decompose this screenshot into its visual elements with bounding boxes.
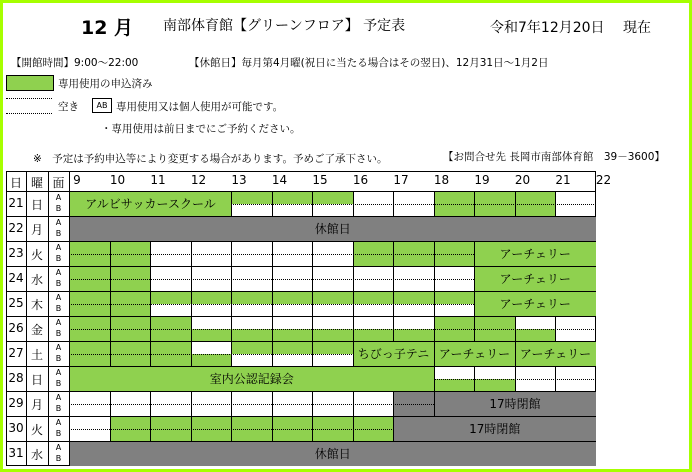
day-number: 31 xyxy=(8,446,24,460)
court-a-label: A xyxy=(55,243,62,252)
header-day: 日 xyxy=(9,176,22,190)
legend-empty-label: 空き xyxy=(58,101,79,113)
booking-label: 17時閉館 xyxy=(394,417,596,441)
court-a-label: A xyxy=(55,418,62,427)
booking-label: ちびっ子テニ xyxy=(354,342,434,366)
court-b-label: B xyxy=(55,429,62,438)
court-b-label: B xyxy=(55,254,62,263)
court-b-label: B xyxy=(55,379,62,388)
weekday-label: 水 xyxy=(30,273,43,287)
weekday-label: 木 xyxy=(30,298,43,312)
booking-label: アルビサッカースクール xyxy=(70,192,231,216)
court-a-label: A xyxy=(55,393,62,402)
col-line xyxy=(48,171,49,466)
hour-label: 13 xyxy=(231,173,247,187)
hour-label: 11 xyxy=(150,173,166,187)
legend-empty-swatch xyxy=(6,98,52,114)
court-a-label: A xyxy=(55,218,62,227)
hour-label: 22 xyxy=(595,173,612,187)
opening-hours: 【開館時間】9:00～22:00 xyxy=(11,57,139,69)
day-number: 24 xyxy=(8,271,24,285)
day-number: 28 xyxy=(8,371,24,385)
row-line xyxy=(6,316,596,317)
day-number: 21 xyxy=(8,196,24,210)
legend-ab-label: 専用使用又は個人使用が可能です。 xyxy=(116,101,284,113)
weekday-label: 日 xyxy=(30,373,43,387)
hour-label: 9 xyxy=(73,173,81,187)
court-b-label: B xyxy=(55,304,62,313)
hour-label: 18 xyxy=(433,173,450,187)
court-b-label: B xyxy=(55,354,62,363)
day-number: 22 xyxy=(8,221,24,235)
court-b-label: B xyxy=(55,279,62,288)
day-number: 27 xyxy=(8,346,24,360)
court-a-label: A xyxy=(55,293,62,302)
court-b-label: B xyxy=(55,229,62,238)
header-court: 面 xyxy=(52,176,65,190)
hour-label: 15 xyxy=(312,173,328,187)
hour-label: 20 xyxy=(514,173,531,187)
booking-label: アーチェリー xyxy=(435,342,515,366)
closed-days: 【休館日】毎月第4月曜(祝日に当たる場合はその翌日)、12月31日～1月2日 xyxy=(189,57,549,69)
col-line xyxy=(26,171,27,466)
hour-label: 12 xyxy=(190,173,207,187)
half-line xyxy=(69,329,596,330)
legend-ab-mark: AB xyxy=(92,98,112,113)
day-number: 30 xyxy=(8,421,24,435)
court-b-label: B xyxy=(55,404,62,413)
weekday-label: 水 xyxy=(30,448,43,462)
day-number: 23 xyxy=(8,246,24,260)
hour-label: 17 xyxy=(393,173,409,187)
weekday-label: 日 xyxy=(30,198,43,212)
booking-label: 休館日 xyxy=(70,217,596,241)
court-b-label: B xyxy=(55,204,62,213)
court-a-label: A xyxy=(55,443,62,452)
day-number: 26 xyxy=(8,321,24,335)
contact-text: 【お問合せ先 長岡市南部体育館 39－3600】 xyxy=(443,151,665,163)
hour-label: 10 xyxy=(109,173,126,187)
booking-label: 室内公認記録会 xyxy=(70,367,434,391)
hour-label: 19 xyxy=(474,173,490,187)
booking-block xyxy=(231,341,353,354)
venue-title: 南部体育館【グリーンフロア】 予定表 xyxy=(163,18,406,34)
weekday-label: 月 xyxy=(30,223,43,237)
court-a-label: A xyxy=(55,368,62,377)
weekday-label: 土 xyxy=(30,348,43,362)
legend-note: ・専用使用は前日までにご予約ください。 xyxy=(101,123,301,135)
court-b-label: B xyxy=(55,329,62,338)
weekday-label: 金 xyxy=(30,323,43,337)
booking-label: アーチェリー xyxy=(475,242,596,266)
hour-label: 16 xyxy=(352,173,369,187)
booking-block xyxy=(515,329,556,342)
weekday-label: 火 xyxy=(30,248,43,262)
day-number: 29 xyxy=(8,396,24,410)
court-b-label: B xyxy=(55,454,62,463)
as-of-date: 令和7年12月20日 現在 xyxy=(490,20,651,36)
booking-label: 17時閉館 xyxy=(435,392,596,416)
legend-booked-label: 専用使用の申込済み xyxy=(58,78,153,90)
booking-label: アーチェリー xyxy=(475,267,596,291)
month-title: 12 月 xyxy=(81,17,134,39)
header-weekday: 曜 xyxy=(30,176,43,190)
legend-booked-swatch xyxy=(6,75,54,91)
court-a-label: A xyxy=(55,318,62,327)
booking-block xyxy=(231,191,353,204)
booking-label: アーチェリー xyxy=(475,292,596,316)
booking-label: 休館日 xyxy=(70,442,596,466)
weekday-label: 月 xyxy=(30,398,43,412)
booking-label: アーチェリー xyxy=(516,342,596,366)
hour-label: 21 xyxy=(555,173,571,187)
court-a-label: A xyxy=(55,193,62,202)
court-a-label: A xyxy=(55,268,62,277)
court-a-label: A xyxy=(55,343,62,352)
weekday-label: 火 xyxy=(30,423,43,437)
notice-text: ※ 予定は予約申込等により変更する場合があります。予めご了承下さい。 xyxy=(33,153,388,165)
booking-block xyxy=(191,354,232,367)
day-number: 25 xyxy=(8,296,24,310)
hour-label: 14 xyxy=(271,173,288,187)
